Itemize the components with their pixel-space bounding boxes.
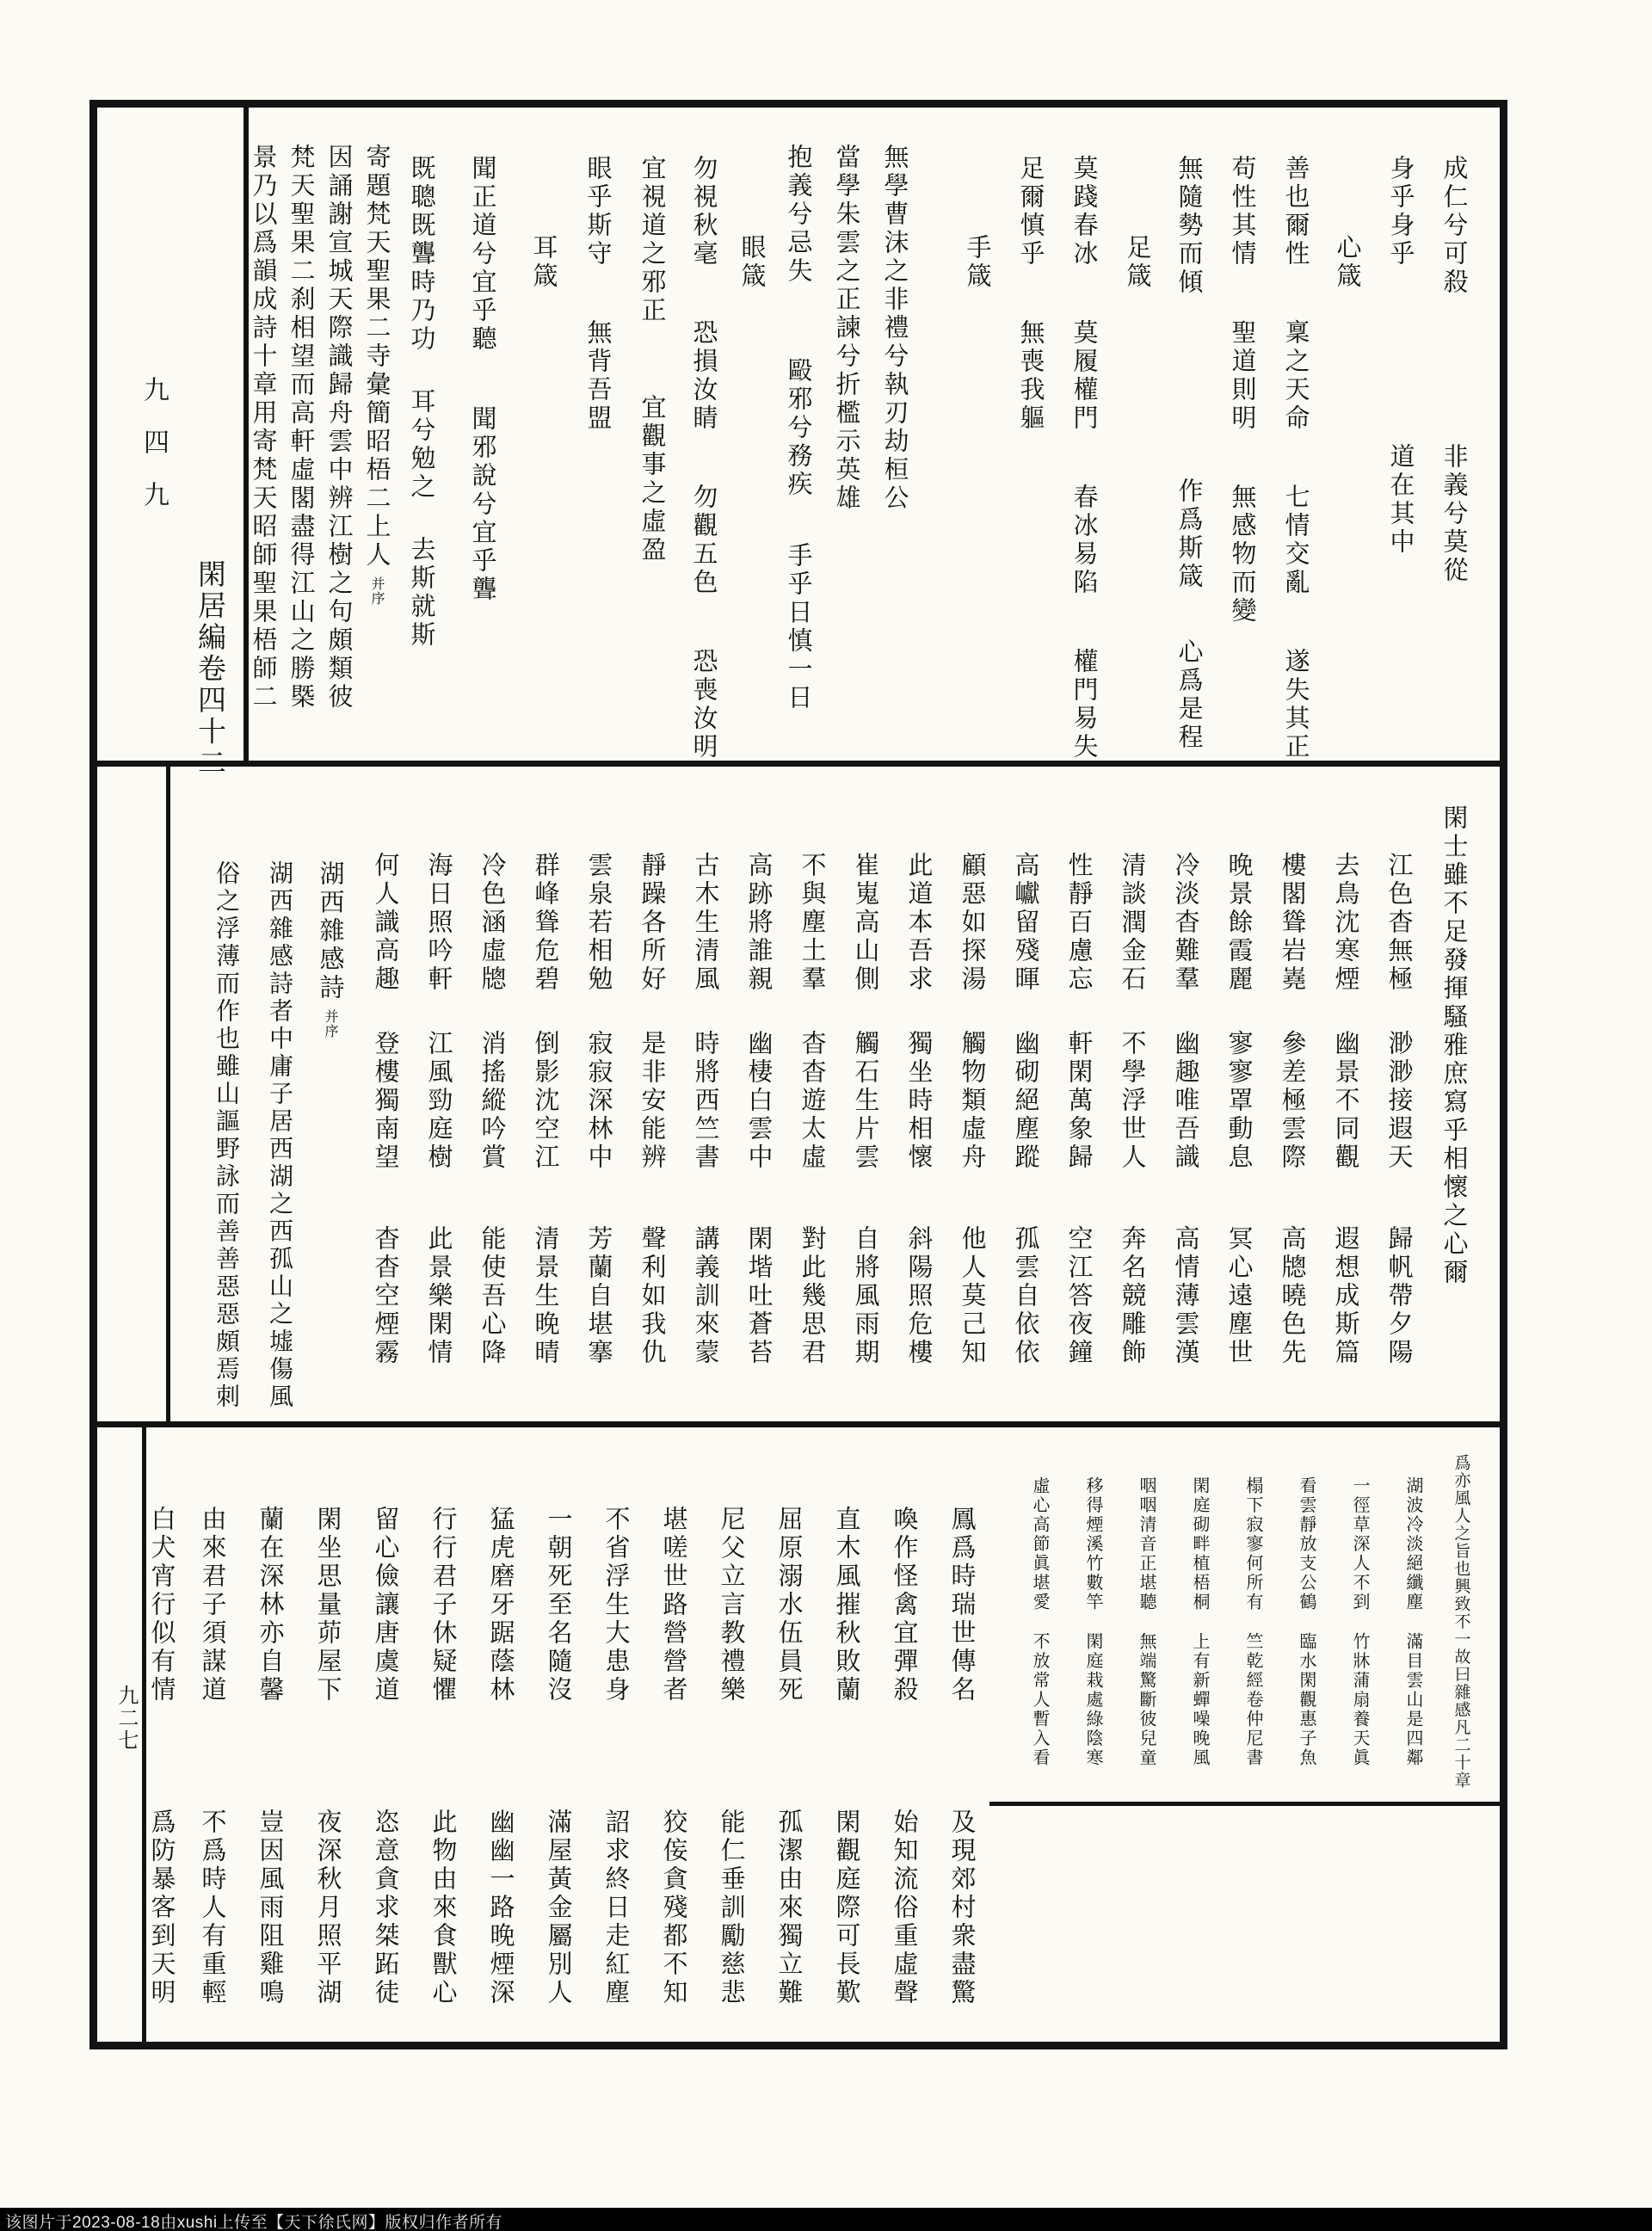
- text-segment: 群峰聳危碧: [531, 852, 561, 994]
- text-segment: 冥心遠塵世: [1224, 1225, 1254, 1367]
- text-segment: 講義訓來蒙: [691, 1225, 721, 1367]
- text-segment: 孤潔由來獨立難: [774, 1809, 804, 2007]
- text-segment: 登樓獨南望: [371, 1030, 401, 1172]
- text-segment: 屈原溺水伍員死: [774, 1506, 804, 1704]
- text-segment: 寄題梵天聖果二寺彙簡昭梧二上人: [362, 144, 392, 570]
- text-segment: 直木風摧秋敗蘭: [832, 1506, 862, 1704]
- text-segment: 清談潤金石: [1118, 852, 1148, 994]
- text-segment: 高情薄雲漢: [1171, 1225, 1201, 1367]
- text-segment: 恐損汝睛: [689, 319, 719, 433]
- text-segment: 爲防暴客到天明: [147, 1809, 177, 2007]
- text-segment: 他人莫己知: [958, 1225, 988, 1367]
- text-segment: 古木生清風: [691, 852, 721, 994]
- band2-left-border: [166, 761, 170, 1427]
- text-segment: 能使吾心降: [478, 1225, 508, 1367]
- text-segment: 空江答夜鐘: [1064, 1225, 1094, 1367]
- text-segment: 由來君子須謀道: [198, 1506, 228, 1704]
- text-segment: 梵天聖果二刹相望而高軒虛閣盡得江山之勝槩: [287, 144, 317, 712]
- text-segment: 善也爾性: [1281, 155, 1311, 268]
- text-segment: 猛虎磨牙踞蔭林: [486, 1506, 516, 1704]
- text-segment: 苟性其情: [1228, 155, 1258, 268]
- text-segment: 無端驚斷彼兒童: [1137, 1631, 1157, 1767]
- text-segment: 虛心高節眞堪愛: [1030, 1476, 1051, 1612]
- margin-page-number: 九二七: [114, 1685, 139, 1752]
- text-segment: 幽棲白雲中: [744, 1030, 774, 1172]
- text-segment: 景乃以爲韻成詩十章用寄梵天昭師聖果梧師二: [249, 144, 279, 712]
- register-divider-2: [89, 1421, 1507, 1427]
- text-segment: 耳箴: [529, 234, 559, 291]
- text-segment: 留心儉讓唐虞道: [371, 1506, 401, 1704]
- text-segment: 手乎日慎一日: [784, 542, 814, 712]
- text-segment: 滿屋黃金屬別人: [544, 1809, 574, 2007]
- text-segment: 聲利如我仇: [638, 1225, 668, 1367]
- text-segment: 此道本吾求: [904, 852, 934, 994]
- text-segment: 眼箴: [737, 234, 767, 291]
- text-segment: 作爲斯箴: [1174, 478, 1205, 591]
- text-segment: 樓閣聳岩嶤: [1278, 852, 1308, 994]
- margin-section-number: 九四九: [139, 376, 169, 533]
- text-segment: 閑坐思量茆屋下: [313, 1506, 343, 1704]
- text-segment: 芳蘭自堪搴: [584, 1225, 614, 1367]
- text-segment: 斜陽照危樓: [904, 1225, 934, 1367]
- text-segment: 看雲靜放支公鶴: [1297, 1476, 1317, 1612]
- text-segment: 歸帆帶夕陽: [1384, 1225, 1415, 1367]
- text-segment: 無感物而變: [1228, 484, 1258, 626]
- text-segment: 雲泉若相勉: [584, 852, 614, 994]
- text-segment: 參差極雲際: [1278, 1030, 1308, 1172]
- text-segment: 鳳爲時瑞世傳名: [947, 1506, 977, 1704]
- text-segment: 是非安能辨: [638, 1030, 668, 1172]
- text-segment: 獨坐時相懷: [904, 1030, 934, 1172]
- text-segment: 道在其中: [1386, 443, 1416, 557]
- text-segment: 堪嗟世路營營者: [659, 1506, 689, 1704]
- text-segment: 春冰易陷: [1069, 484, 1100, 597]
- band1-left-border: [243, 100, 249, 767]
- text-segment: 時將西竺書: [691, 1030, 721, 1172]
- text-segment: 性靜百慮忘: [1064, 852, 1094, 994]
- text-segment: 尼父立言教禮樂: [717, 1506, 747, 1704]
- text-segment: 江風勁庭樹: [424, 1030, 454, 1172]
- text-segment: 觸石生片雲: [851, 1030, 881, 1172]
- text-segment: 當學朱雲之正諫兮折檻示英雄: [832, 144, 862, 513]
- text-segment: 榻下寂寥何所有: [1243, 1476, 1264, 1612]
- text-segment: 恐喪汝明: [689, 648, 719, 761]
- register-divider-1: [89, 761, 1507, 767]
- margin-volume-title: 閑居編卷四十二: [194, 559, 227, 780]
- text-segment: 杳杳空煙霧: [371, 1225, 401, 1367]
- text-segment: 一朝死至名隨沒: [544, 1506, 574, 1704]
- text-segment: 及現郊村衆盡驚: [947, 1809, 977, 2007]
- text-segment: 身乎身乎: [1386, 155, 1416, 268]
- text-segment: 靜躁各所好: [638, 852, 668, 994]
- text-segment: 滿目雲山是四鄰: [1403, 1631, 1424, 1767]
- text-segment: 聖道則明: [1228, 319, 1258, 433]
- text-segment: 莫履權門: [1069, 319, 1100, 433]
- text-segment: 湖波冷淡絕纖塵: [1403, 1476, 1424, 1612]
- text-segment: 足爾慎乎: [1016, 155, 1046, 268]
- text-segment: 遐想成斯篇: [1331, 1225, 1361, 1367]
- text-segment: 既聰既聾時乃功: [407, 155, 437, 354]
- text-segment: 聞正道兮宜乎聽: [468, 155, 498, 354]
- text-segment: 七情交亂: [1281, 484, 1311, 597]
- text-segment: 詔求終日走紅塵: [601, 1809, 632, 2007]
- text-segment: 閑庭栽處綠陰寒: [1083, 1631, 1104, 1767]
- text-segment: 始知流俗重虛聲: [890, 1809, 920, 2007]
- text-segment: 不與塵土羣: [798, 852, 828, 994]
- text-segment: 能仁垂訓勵慈悲: [717, 1809, 747, 2007]
- text-segment: 閑士雖不足發揮騷雅庶寫乎相懷之心爾: [1439, 804, 1470, 1287]
- text-segment: 宜觀事之虛盈: [638, 394, 668, 564]
- text-segment: 心箴: [1333, 234, 1363, 291]
- band3-right-leaf-bottom-border: [989, 1802, 1507, 1806]
- text-segment: 閑堦吐蒼苔: [744, 1225, 774, 1367]
- text-segment: 無喪我軀: [1016, 319, 1046, 433]
- text-segment: 勿觀五色: [689, 484, 719, 597]
- text-segment: 權門易失: [1069, 648, 1100, 761]
- text-segment: 去斯就斯: [407, 536, 437, 650]
- text-segment: 不學浮世人: [1118, 1030, 1148, 1172]
- text-segment: 非義兮莫從: [1439, 443, 1470, 585]
- text-segment: 竹牀蒲扇養天眞: [1350, 1631, 1371, 1767]
- text-segment: 寂寂深林中: [584, 1030, 614, 1172]
- text-segment: 冷淡杳難羣: [1171, 852, 1201, 994]
- text-segment: 顧惡如探湯: [958, 852, 988, 994]
- text-segment: 不放常人暫入看: [1030, 1631, 1051, 1767]
- watermark-text: 该图片于2023-08-18由xushi上传至【天下徐氏网】版权归作者所有: [5, 2214, 503, 2231]
- text-segment: 閑庭砌畔植梧桐: [1190, 1476, 1211, 1612]
- text-segment: 無隨勢而傾: [1174, 155, 1205, 297]
- text-segment: 無學曹沫之非禮兮執刃劫桓公: [880, 144, 910, 513]
- text-segment: 軒閑萬象歸: [1064, 1030, 1094, 1172]
- text-segment: 不爲時人有重輕: [198, 1809, 228, 2007]
- text-segment: 一徑草深人不到: [1350, 1476, 1371, 1612]
- text-segment: 臨水閑觀惠子魚: [1297, 1631, 1317, 1767]
- text-segment: 爲亦風人之旨也興致不一故曰雜感凡二十章: [1452, 1454, 1471, 1790]
- text-segment: 高牕曉色先: [1278, 1225, 1308, 1367]
- text-segment: 高巘留殘暉: [1011, 852, 1041, 994]
- text-segment: 自將風雨期: [851, 1225, 881, 1367]
- text-segment: 孤雲自依依: [1011, 1225, 1041, 1367]
- text-segment: 無背吾盟: [583, 319, 613, 433]
- text-segment: 奔名競雕飾: [1118, 1225, 1148, 1367]
- text-segment: 抱義兮忌失: [784, 144, 814, 286]
- text-segment: 閑觀庭際可長歎: [832, 1809, 862, 2007]
- text-segment: 何人識高趣: [371, 852, 401, 994]
- text-segment: 幽趣唯吾識: [1171, 1030, 1201, 1172]
- text-segment: 稟之天命: [1281, 319, 1311, 433]
- text-segment: 冷色涵虛牕: [478, 852, 508, 994]
- small-annotation-segment: 并序: [369, 576, 385, 606]
- text-segment: 杳杳遊太虛: [798, 1030, 828, 1172]
- text-segment: 夜深秋月照平湖: [313, 1809, 343, 2007]
- text-segment: 狡侫貪殘都不知: [659, 1809, 689, 2007]
- text-segment: 寥寥罩動息: [1224, 1030, 1254, 1172]
- text-segment: 豈因風雨阻雞鳴: [256, 1809, 286, 2007]
- band3-left-border: [142, 1421, 146, 2049]
- text-segment: 幽景不同觀: [1331, 1030, 1361, 1172]
- text-segment: 俗之浮薄而作也雖山謳野詠而善善惡惡頗焉刺: [213, 860, 241, 1411]
- text-segment: 觸物類虛舟: [958, 1030, 988, 1172]
- text-segment: 心爲是程: [1174, 638, 1205, 752]
- text-segment: 莫踐春冰: [1069, 155, 1100, 268]
- text-segment: 渺渺接遐天: [1384, 1030, 1415, 1172]
- text-segment: 去鳥沈寒煙: [1331, 852, 1361, 994]
- text-segment: 耳兮勉之: [407, 388, 437, 502]
- text-segment: 不省浮生大患身: [601, 1506, 632, 1704]
- text-segment: 行行君子休疑懼: [428, 1506, 459, 1704]
- text-segment: 幽砌絕塵蹤: [1011, 1030, 1041, 1172]
- text-segment: 宜視道之邪正: [638, 155, 668, 325]
- text-segment: 竺乾經卷仲尼書: [1243, 1631, 1264, 1767]
- text-segment: 對此幾思君: [798, 1225, 828, 1367]
- text-segment: 咽咽清音正堪聽: [1137, 1476, 1157, 1612]
- text-segment: 高跡將誰親: [744, 852, 774, 994]
- text-segment: 勿視秋毫: [689, 155, 719, 268]
- text-segment: 因誦謝宣城天際識歸舟雲中辨江樹之句頗類彼: [324, 144, 354, 712]
- text-segment: 蘭在深林亦自馨: [256, 1506, 286, 1704]
- text-segment: 崔嵬高山側: [851, 852, 881, 994]
- text-segment: 遂失其正: [1281, 648, 1311, 761]
- text-segment: 白犬宵行似有情: [147, 1506, 177, 1704]
- text-segment: 湖西雜感詩: [316, 860, 346, 1002]
- text-segment: 上有新蟬噪晚風: [1190, 1631, 1211, 1767]
- text-segment: 手箴: [963, 234, 993, 291]
- text-segment: 消搖縱吟賞: [478, 1030, 508, 1172]
- small-annotation-segment: 并序: [323, 1009, 339, 1038]
- text-segment: 倒影沈空江: [531, 1030, 561, 1172]
- text-segment: 足箴: [1123, 234, 1153, 291]
- text-segment: 清景生晚晴: [531, 1225, 561, 1367]
- text-segment: 此物由來食獸心: [428, 1809, 459, 2007]
- text-segment: 聞邪說兮宜乎聾: [468, 405, 498, 604]
- text-segment: 恣意貪求桀跖徒: [371, 1809, 401, 2007]
- text-segment: 此景樂閑情: [424, 1225, 454, 1367]
- text-segment: 喚作怪禽宜彈殺: [890, 1506, 920, 1704]
- watermark-bar: [0, 2208, 1652, 2231]
- text-segment: 海日照吟軒: [424, 852, 454, 994]
- text-segment: 晚景餘霞麗: [1224, 852, 1254, 994]
- text-segment: 眼乎斯守: [583, 155, 613, 268]
- text-segment: 毆邪兮務疾: [784, 357, 814, 499]
- text-segment: 江色杳無極: [1384, 852, 1415, 994]
- text-segment: 移得煙溪竹數竿: [1083, 1476, 1104, 1612]
- text-segment: 湖西雜感詩者中庸子居西湖之西孤山之墟傷風: [266, 860, 294, 1411]
- text-segment: 幽幽一路晚煙深: [486, 1809, 516, 2007]
- text-segment: 成仁兮可殺: [1439, 155, 1470, 297]
